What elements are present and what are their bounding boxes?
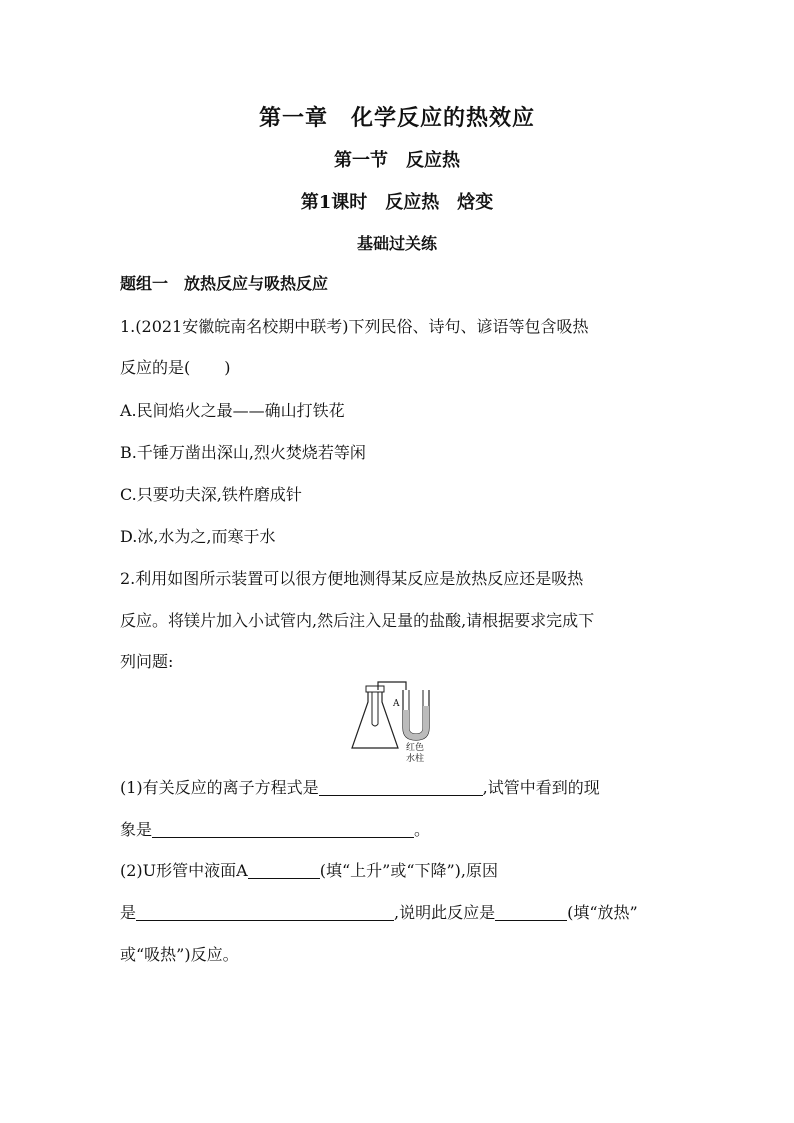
q2-blank-phenomenon[interactable] (152, 821, 414, 838)
group-title: 题组一 放热反应与吸热反应 (120, 274, 329, 293)
test-tube (372, 692, 378, 726)
q1-stem-text: 反应的是( (120, 358, 191, 377)
q2-part1-period: 。 (414, 820, 431, 839)
q1-option-b: B.千锤万凿出深山,烈火焚烧若等闲 (120, 443, 366, 462)
chapter-title: 第一章 化学反应的热效应 (258, 105, 535, 131)
q2-stem-line2: 反应。将镁片加入小试管内,然后注入足量的盐酸,请根据要求完成下 (120, 611, 595, 630)
q2-part1-text2: ,试管中看到的现 (482, 778, 600, 797)
q2-part2-text4: ,说明此反应是 (394, 903, 496, 922)
label-a: A (393, 699, 400, 709)
conical-flask (352, 688, 398, 748)
q1-option-a: A.民间焰火之最——确山打铁花 (120, 401, 345, 420)
q1-close-paren: ) (224, 358, 231, 377)
label-water-column: 水柱 (406, 754, 425, 764)
q2-part2-text5: (填“放热” (567, 903, 638, 922)
q2-part2-text3: 是 (120, 903, 137, 922)
q1-option-d: D.冰,水为之,而寒于水 (120, 527, 276, 546)
lesson-title: 第1课时 反应热 焓变 (300, 192, 494, 213)
q2-part2-line3: 或“吸热”)反应。 (120, 945, 239, 964)
apparatus-figure (348, 678, 448, 764)
label-red: 红色 (406, 743, 425, 753)
q2-part2-line2 (120, 900, 638, 923)
q2-part1-text: (1)有关反应的离子方程式是 (120, 778, 319, 797)
q2-stem-line1: 2.利用如图所示装置可以很方便地测得某反应是放热反应还是吸热 (120, 569, 584, 588)
q2-part2-line1 (120, 858, 498, 881)
q2-blank-heat-type[interactable] (495, 904, 567, 921)
q2-part1-line1 (120, 775, 600, 798)
q1-option-c: C.只要功夫深,铁杵磨成针 (120, 485, 302, 504)
q1-stem-line1: 1.(2021安徽皖南名校期中联考)下列民俗、诗句、谚语等包含吸热 (120, 317, 589, 336)
q2-part1-line2 (120, 817, 430, 840)
q2-stem-line3: 列问题: (120, 652, 174, 671)
red-water-column (403, 706, 429, 740)
q2-blank-level[interactable] (248, 862, 320, 879)
stopper (366, 686, 384, 692)
q2-part2-text: (2)U形管中液面A (120, 861, 248, 880)
practice-title: 基础过关练 (356, 234, 437, 253)
q2-part2-text2: (填“上升”或“下降”),原因 (319, 861, 499, 880)
q1-stem-line2 (120, 355, 231, 378)
q2-blank-reason[interactable] (136, 904, 394, 921)
section-title: 第一节 反应热 (334, 150, 460, 171)
q2-blank-equation[interactable] (319, 779, 483, 796)
q2-part1-text3: 象是 (120, 820, 153, 839)
